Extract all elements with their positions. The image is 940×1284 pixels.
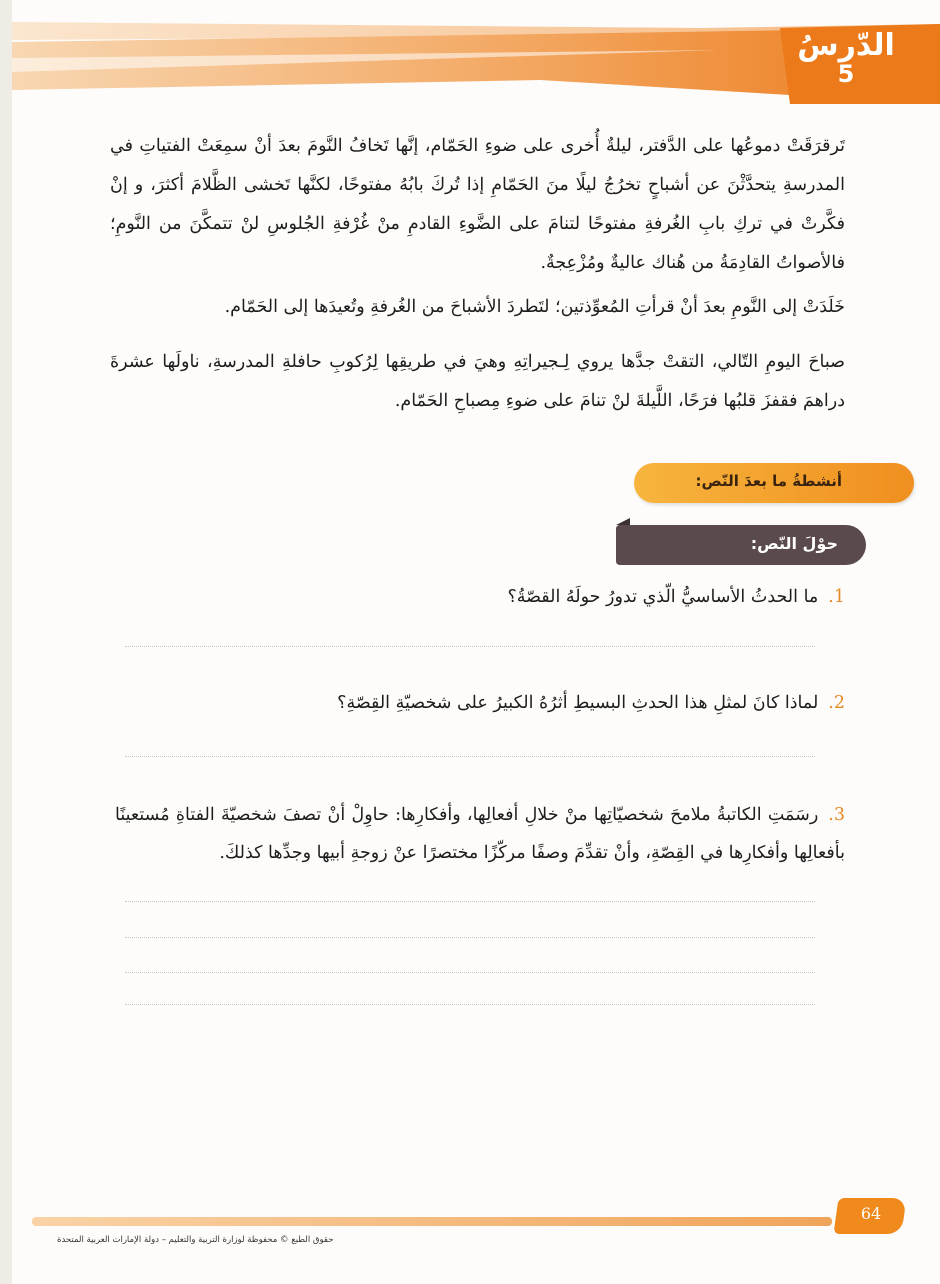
- answer-line[interactable]: [125, 901, 815, 902]
- answer-line[interactable]: [125, 937, 815, 938]
- page-edge: [0, 0, 12, 1284]
- page-number: 64: [860, 1204, 882, 1223]
- about-text-tab: [616, 525, 866, 565]
- question-number: 2.: [828, 693, 845, 713]
- answer-line[interactable]: [125, 756, 815, 757]
- activities-label: أنشطةُ ما بعدَ النّص:: [695, 472, 842, 490]
- copyright-notice: حقوق الطبع © محفوظة لوزارة التربية والتعليم – دولة الإمارات العربية المتحدة: [57, 1235, 334, 1245]
- story-paragraph: صباحَ اليومِ التّالي، التقتْ جدَّها يروي لِـجيراتِهِ وهيَ في طريقِها لِرُكوبِ حافلةِ المدرسةِ، ناولَها عشرةَ دراهمَ فقفزَ قلبُها فرَحًا، اللَّيلةَ لنْ تنامَ على ضوءِ مِصباحِ الحَمّام.: [110, 352, 845, 411]
- answer-line[interactable]: [125, 972, 815, 973]
- question-3: [115, 796, 845, 872]
- answer-line[interactable]: [125, 646, 815, 647]
- story-paragraph: تَرقرَقَتْ دموعُها على الدَّفتر، ليلةٌ أُخرى على ضوءِ الحَمّام، إنَّها تَخافُ النَّومَ بعدَ أنْ سمِعَتْ الفتياتِ في المدرسةِ يتحدَّثْنَ عن أشباحٍ تخرُجُ ليلًا منَ الحَمّامِ إذا تُركَ بابُهُ مفتوحًا، لكنَّها تَخشى الظَّلامَ أكثرَ، و إنْ فكَّرتْ في تركِ بابِ الغُرفةِ مفتوحًا لتنامَ على الضَّوءِ القادمِ منْ غُرْفةِ الجُلوسِ لنْ تتمكَّنَ من النَّومِ؛ فالأصواتُ القادِمَةُ من هُناك عاليةٌ ومُزْعِجةٌ.: [110, 136, 845, 273]
- question-text: لماذا كانَ لمثلِ هذا الحدثِ البسيطِ أثرُهُ الكبيرُ على شخصيّةِ القِصّةِ؟: [337, 693, 819, 713]
- question-1: [507, 578, 845, 616]
- story-paragraph: خَلَدَتْ إلى النَّومِ بعدَ أنْ قرأتِ المُعوِّذتين؛ لتَطردَ الأشباحَ من الغُرفةِ وتُعيدَها إلى الحَمّام.: [224, 297, 845, 317]
- about-text-label: حوْلَ النّص:: [750, 534, 838, 553]
- activities-header: [634, 463, 914, 503]
- question-text: ما الحدثُ الأساسيُّ الّذي تدورُ حولَهُ القصّةُ؟: [507, 587, 819, 607]
- question-text: رسَمَتِ الكاتبةُ ملامحَ شخصيّاتِها منْ خلالِ أفعالِها، وأفكارِها: حاوِلْ أنْ تصفَ شخصيّةَ الفتاةِ مُستعينًا بأفعالِها وأفكارِها في القِصّةِ، وأنْ تقدِّمَ وصفًا مركّزًا مختصرًا عنْ زوجةِ أبيها وجدِّها كذلكَ.: [115, 805, 845, 863]
- footer-bar: [32, 1217, 832, 1226]
- lesson-number: 5: [837, 59, 855, 88]
- lesson-label: الدّرسُ: [797, 28, 895, 63]
- question-number: 3.: [828, 805, 845, 825]
- lesson-title: [786, 30, 906, 87]
- answer-line[interactable]: [125, 1004, 815, 1005]
- question-number: 1.: [828, 587, 845, 607]
- question-2: [337, 684, 845, 722]
